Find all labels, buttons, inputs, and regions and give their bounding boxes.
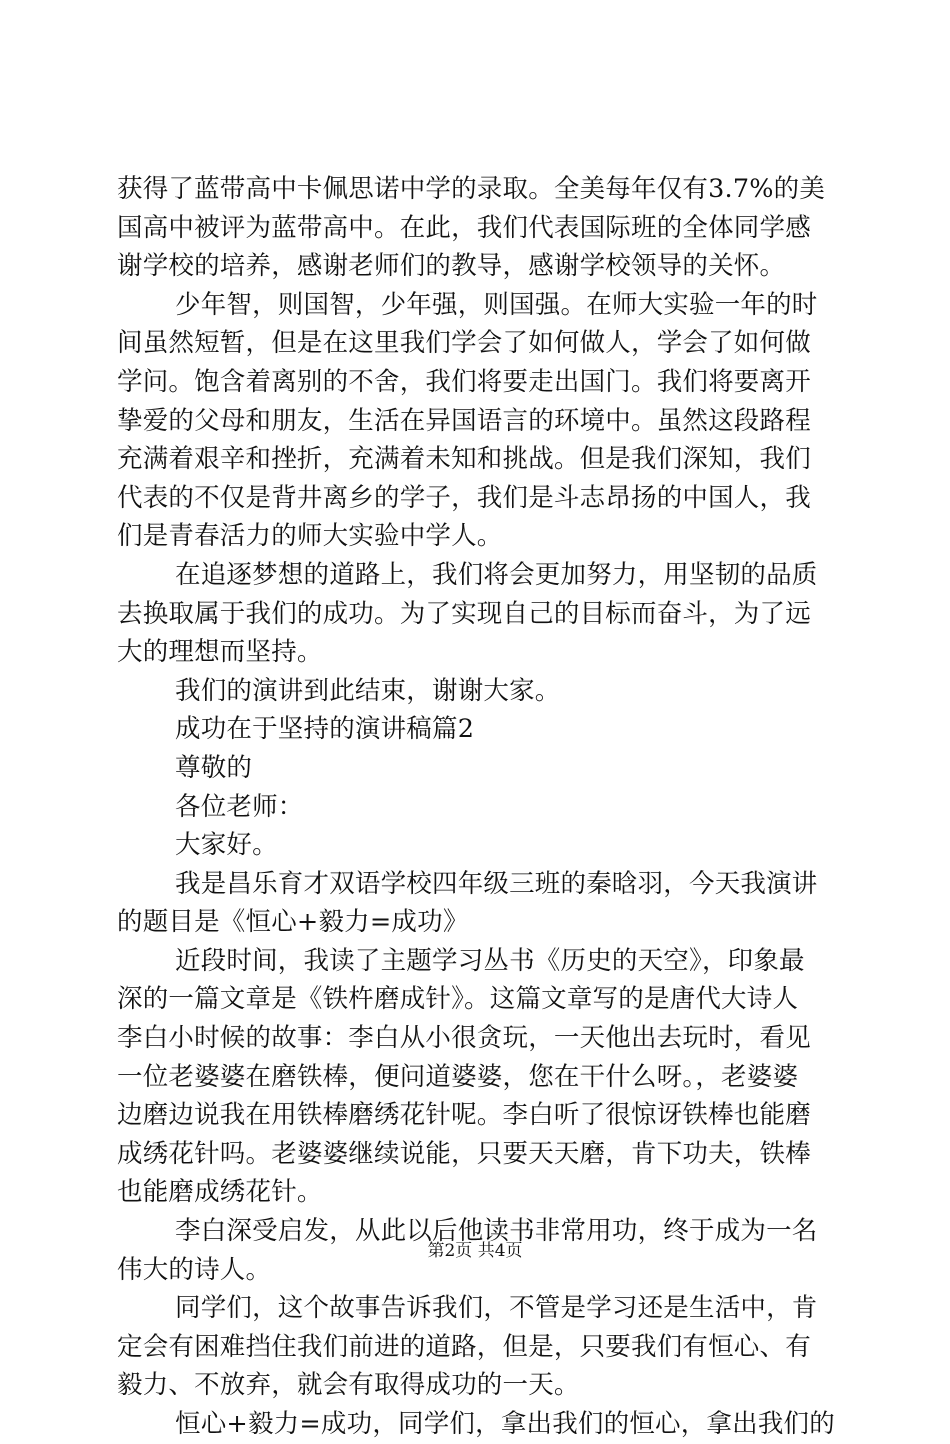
text-line: 恒心+毅力=成功，同学们，拿出我们的恒心，拿出我们的 xyxy=(175,1409,835,1439)
text-line: 大的理想而坚持。 xyxy=(117,637,323,668)
text-line: 尊敬的 xyxy=(175,752,253,783)
text-line: 一位老婆婆在磨铁棒，便问道婆婆，您在干什么呀。，老婆婆 xyxy=(117,1061,799,1092)
text-line: 我是昌乐育才双语学校四年级三班的秦晗羽，今天我演讲 xyxy=(175,868,818,899)
text-line: 成绣花针吗。老婆婆继续说能，只要天天磨，肯下功夫，铁棒 xyxy=(117,1138,811,1169)
text-line: 代表的不仅是背井离乡的学子，我们是斗志昂扬的中国人，我 xyxy=(117,482,811,513)
text-line: 去换取属于我们的成功。为了实现自己的目标而奋斗，为了远 xyxy=(117,598,811,629)
text-line: 少年智，则国智，少年强，则国强。在师大实验一年的时 xyxy=(175,289,818,320)
text-line: 大家好。 xyxy=(175,830,278,861)
text-line: 定会有困难挡住我们前进的道路，但是，只要我们有恒心、有 xyxy=(117,1331,811,1362)
text-line: 谢学校的培养，感谢老师们的教导，感谢学校领导的关怀。 xyxy=(117,251,786,282)
text-line: 充满着艰辛和挫折，充满着未知和挑战。但是我们深知，我们 xyxy=(117,444,811,475)
text-line: 各位老师： xyxy=(175,791,304,822)
text-line: 李白深受启发，从此以后他读书非常用功，终于成为一名 xyxy=(175,1216,818,1247)
text-line: 在追逐梦想的道路上，我们将会更加努力，用坚韧的品质 xyxy=(175,559,818,590)
text-line: 深的一篇文章是《铁杵磨成针》。这篇文章写的是唐代大诗人 xyxy=(117,984,799,1015)
text-line: 的题目是《恒心+毅力=成功》 xyxy=(117,907,469,938)
text-line: 成功在于坚持的演讲稿篇2 xyxy=(175,714,475,745)
text-line: 毅力、不放弃，就会有取得成功的一天。 xyxy=(117,1370,580,1401)
text-line: 学问。饱含着离别的不舍，我们将要走出国门。我们将要离开 xyxy=(117,366,811,397)
text-line: 边磨边说我在用铁棒磨绣花针呢。李白听了很惊讶铁棒也能磨 xyxy=(117,1100,811,1131)
text-line: 间虽然短暂，但是在这里我们学会了如何做人，学会了如何做 xyxy=(117,328,811,359)
text-line: 我们的演讲到此结束，谢谢大家。 xyxy=(175,675,561,706)
text-line: 近段时间，我读了主题学习丛书《历史的天空》，印象最 xyxy=(175,945,805,976)
text-line: 伟大的诗人。 xyxy=(117,1254,272,1285)
text-line: 李白小时候的故事：李白从小很贪玩，一天他出去玩时，看见 xyxy=(117,1023,811,1054)
text-line: 获得了蓝带高中卡佩思诺中学的录取。全美每年仅有3.7%的美 xyxy=(117,174,826,204)
text-line: 同学们，这个故事告诉我们，不管是学习还是生活中，肯 xyxy=(175,1293,818,1324)
page-footer: 第2页 共4页 xyxy=(427,1241,523,1261)
text-line: 们是青春活力的师大实验中学人。 xyxy=(117,521,503,552)
text-line: 挚爱的父母和朋友，生活在异国语言的环境中。虽然这段路程 xyxy=(117,405,811,436)
text-line: 国高中被评为蓝带高中。在此，我们代表国际班的全体同学感 xyxy=(117,212,811,243)
text-line: 也能磨成绣花针。 xyxy=(117,1177,323,1208)
